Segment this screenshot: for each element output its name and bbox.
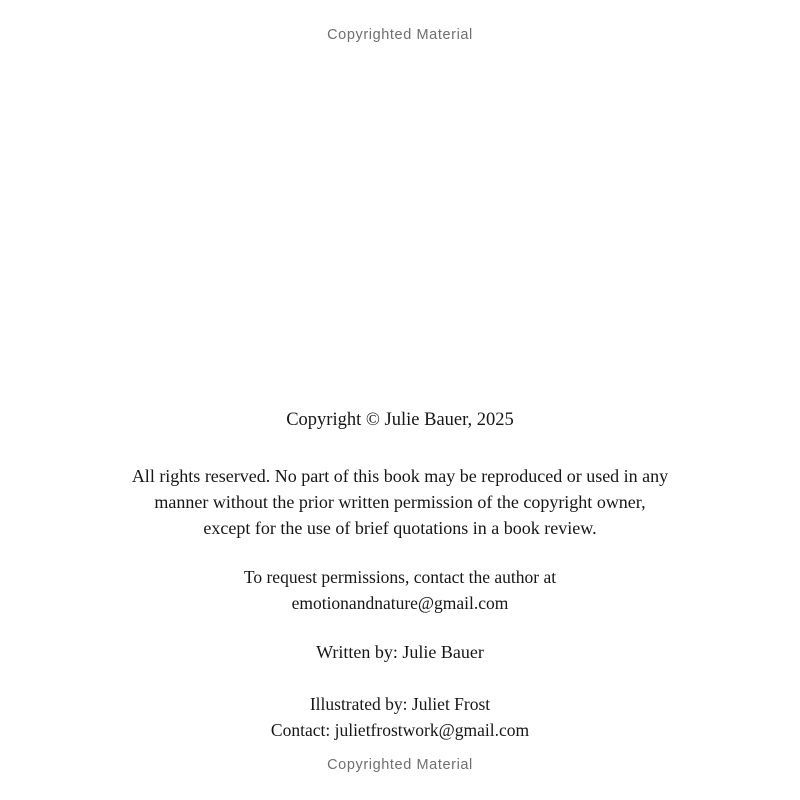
copyright-text-block bbox=[0, 408, 800, 744]
all-rights-reserved-paragraph: All rights reserved. No part of this book may be reproduced or used in any manner without the prior written permission of the copyright owner, except for the use of brief quotations in a book review. bbox=[131, 465, 669, 539]
illustrator-contact: Contact: julietfrostwork@gmail.com bbox=[270, 720, 530, 741]
watermark-top: Copyrighted Material bbox=[327, 27, 473, 43]
illustrated-by-credit: Illustrated by: Juliet Frost bbox=[309, 694, 491, 715]
permissions-email: emotionandnature@gmail.com bbox=[291, 592, 509, 613]
copyright-notice: Copyright © Julie Bauer, 2025 bbox=[286, 410, 514, 430]
written-by-credit: Written by: Julie Bauer bbox=[316, 642, 484, 662]
watermark-bottom: Copyrighted Material bbox=[327, 757, 473, 773]
illustrator-credit-block bbox=[0, 691, 800, 744]
permissions-paragraph bbox=[120, 565, 680, 616]
permissions-intro: To request permissions, contact the author at bbox=[243, 567, 557, 588]
